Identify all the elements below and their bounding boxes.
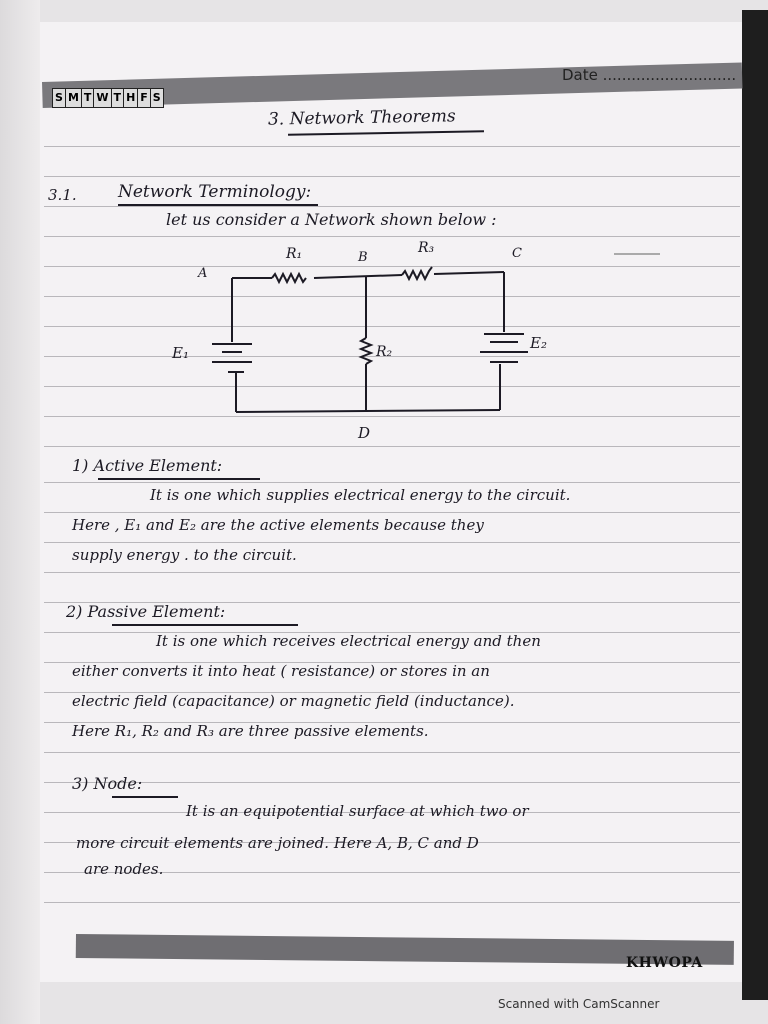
active-element-line-1: It is one which supplies electrical energy to the circuit. [150,486,571,504]
brand-logo: KHWOPA [626,955,703,971]
active-element-heading: 1) Active Element: [72,456,223,475]
node-label-a: A [198,266,208,281]
passive-element-line-2: either converts it into heat ( resistance) or stores in an [72,662,490,680]
weekday-box: H [124,89,138,107]
wire-r3-c [434,272,504,274]
weekday-box: F [138,89,151,107]
weekday-box: M [66,89,82,107]
label-r3: R₃ [418,240,435,256]
wire-r1-b [314,275,402,278]
passive-element-underline [112,624,298,626]
passive-element-heading: 2) Passive Element: [66,602,226,621]
node-label-b: B [358,250,368,265]
active-element-line-2: Here , E₁ and E₂ are the active elements because they [72,516,484,534]
resistor-r2 [361,338,371,364]
label-r2: R₂ [376,344,393,360]
passive-element-line-1: It is one which receives electrical energy and then [156,632,541,650]
wire-bottom [236,410,500,412]
node-label-d: D [358,424,371,442]
section-heading: Network Terminology: [118,182,312,202]
label-r1: R₁ [286,246,303,262]
node-line-1: It is an equipotential surface at which two or [186,802,529,820]
label-e1: E₁ [172,344,189,362]
resistor-r1 [272,274,306,282]
weekday-box: S [152,91,161,104]
node-underline [112,796,178,798]
date-label: Date ............................ [562,66,737,84]
active-element-line-3: supply energy . to the circuit. [72,546,297,564]
weekday-box: T [112,89,125,107]
active-element-underline [98,478,260,480]
passive-element-line-4: Here R₁, R₂ and R₃ are three passive elements. [72,722,429,740]
passive-element-line-3: electric field (capacitance) or magnetic field (inductance). [72,692,515,710]
page-title: 3. Network Theorems [267,106,456,130]
weekday-box: T [82,89,95,107]
node-line-3: are nodes. [84,860,164,878]
section-number: 3.1. [48,186,77,204]
resistor-r3 [402,267,432,279]
node-line-2: more circuit elements are joined. Here A, B, C and D [76,834,479,852]
node-label-c: C [512,246,522,261]
scanner-watermark: Scanned with CamScanner [498,997,660,1011]
weekday-box: W [94,89,111,107]
label-e2: E₂ [530,334,547,352]
weekday-box: S [53,89,66,107]
node-heading: 3) Node: [72,774,143,793]
section-intro: let us consider a Network shown below : [166,210,497,229]
